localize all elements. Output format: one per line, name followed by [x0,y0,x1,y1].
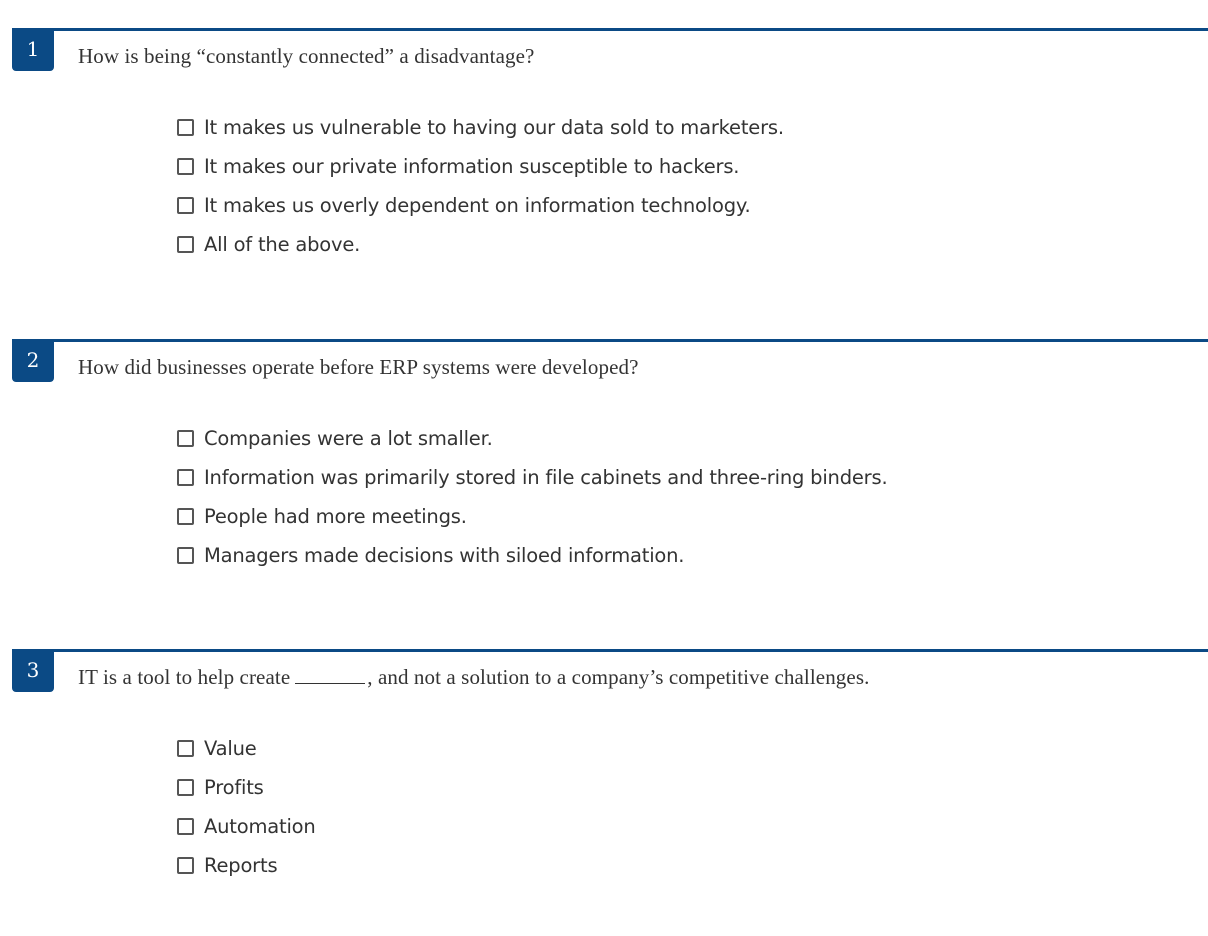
option-label: Companies were a lot smaller. [204,427,493,450]
question-number-badge: 2 [12,339,54,382]
question-divider [12,28,1208,31]
option-label: Value [204,737,257,760]
answer-option[interactable] [177,729,316,768]
option-label: It makes us overly dependent on information technology. [204,194,751,217]
answer-option[interactable] [177,147,784,186]
answer-options [177,108,784,264]
question-divider [12,649,1208,652]
checkbox-icon[interactable] [177,236,194,253]
answer-option[interactable] [177,419,887,458]
checkbox-icon[interactable] [177,818,194,835]
answer-option[interactable] [177,768,316,807]
checkbox-icon[interactable] [177,508,194,525]
option-label: Information was primarily stored in file cabinets and three-ring binders. [204,466,888,489]
option-label: Reports [204,854,278,877]
checkbox-icon[interactable] [177,197,194,214]
answer-options [177,419,887,575]
question-text: How is being “constantly connected” a disadvantage? [78,44,535,68]
question-number-badge: 1 [12,28,54,71]
answer-option[interactable] [177,807,316,846]
option-label: People had more meetings. [204,505,467,528]
checkbox-icon[interactable] [177,158,194,175]
checkbox-icon[interactable] [177,469,194,486]
answer-options [177,729,316,885]
question-text [78,665,869,690]
question-number-badge: 3 [12,649,54,692]
answer-option[interactable] [177,225,784,264]
checkbox-icon[interactable] [177,857,194,874]
question-text-before-blank: IT is a tool to help create [78,665,291,689]
option-label: Profits [204,776,264,799]
checkbox-icon[interactable] [177,779,194,796]
checkbox-icon[interactable] [177,740,194,757]
checkbox-icon[interactable] [177,547,194,564]
answer-option[interactable] [177,536,887,575]
answer-option[interactable] [177,108,784,147]
option-label: Managers made decisions with siloed information. [204,544,685,567]
answer-option[interactable] [177,846,316,885]
fill-in-blank [295,669,365,684]
option-label: Automation [204,815,316,838]
answer-option[interactable] [177,458,887,497]
checkbox-icon[interactable] [177,119,194,136]
question-text: How did businesses operate before ERP systems were developed? [78,355,639,379]
question-divider [12,339,1208,342]
option-label: It makes us vulnerable to having our data sold to marketers. [204,116,784,139]
answer-option[interactable] [177,186,784,225]
option-label: It makes our private information susceptible to hackers. [204,155,740,178]
answer-option[interactable] [177,497,887,536]
checkbox-icon[interactable] [177,430,194,447]
question-text-after-blank: , and not a solution to a company’s competitive challenges. [367,665,870,689]
option-label: All of the above. [204,233,361,256]
